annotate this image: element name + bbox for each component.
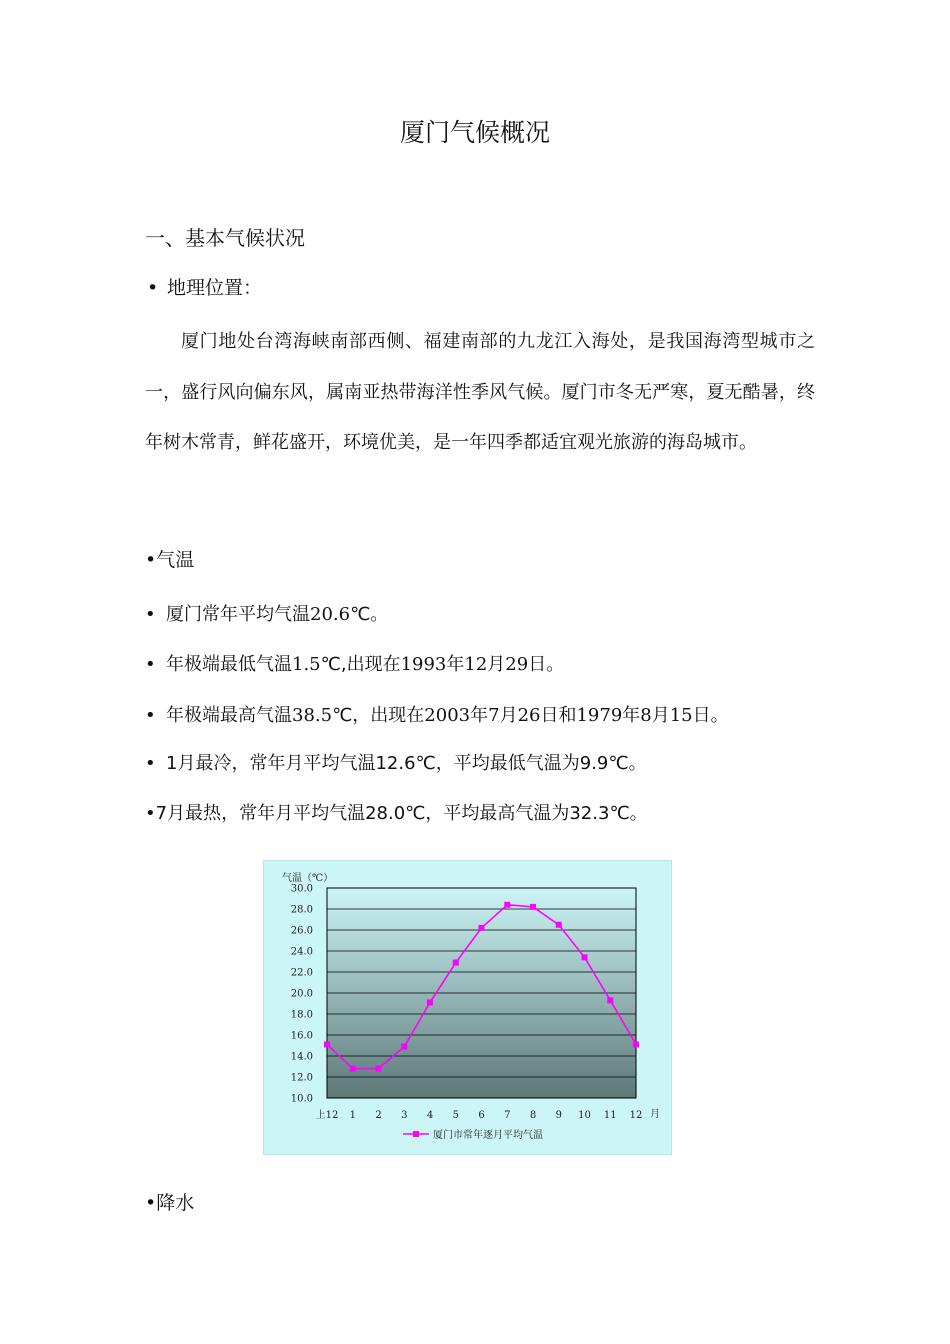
temp-item-text: 日和 xyxy=(540,705,577,726)
bullet: • xyxy=(147,277,159,299)
chart-svg xyxy=(264,861,671,1154)
temp-item-number: 26 xyxy=(517,705,541,726)
temp-item-text: ℃,出现在 xyxy=(320,654,401,675)
temp-item-text: 日。 xyxy=(692,705,729,726)
temp-item-number: 38.5 xyxy=(292,705,333,726)
temp-item-number: 1993 xyxy=(400,654,447,675)
temp-item xyxy=(145,600,388,626)
data-point xyxy=(633,1041,639,1047)
temp-item-number: 2003 xyxy=(424,705,471,726)
bullet: • xyxy=(145,753,156,774)
data-point xyxy=(427,999,433,1005)
temp-item-text: ℃，出现在 xyxy=(332,705,425,726)
temp-item-text: 年极端最高气温 xyxy=(166,705,292,726)
data-point xyxy=(401,1044,407,1050)
temp-item-text: 1月最冷，常年月平均气温12.6℃，平均最低气温为9.9℃。 xyxy=(166,753,647,774)
geo-heading xyxy=(147,273,262,300)
bullet: • xyxy=(145,654,156,675)
legend xyxy=(403,1128,543,1141)
data-point xyxy=(350,1066,356,1072)
data-point xyxy=(324,1041,330,1047)
x-tick-label: 12 xyxy=(629,1110,643,1121)
temp-item-number: 12 xyxy=(464,654,488,675)
x-tick-label: 8 xyxy=(529,1110,537,1121)
y-tick-label: 24.0 xyxy=(290,946,313,958)
x-tick-label: 7 xyxy=(504,1110,511,1121)
temp-item-number: 1979 xyxy=(576,705,623,726)
y-tick-label: 12.0 xyxy=(290,1072,313,1084)
y-tick-label: 26.0 xyxy=(290,925,313,937)
temp-heading: •气温 xyxy=(145,549,195,571)
x-tick-label: 9 xyxy=(555,1110,562,1121)
temp-item-text: 月 xyxy=(499,705,518,726)
temp-item-text: ℃。 xyxy=(350,604,389,625)
x-tick-label: 10 xyxy=(578,1110,591,1121)
temp-item-text: 年极端最低气温 xyxy=(166,654,292,675)
data-point xyxy=(607,997,613,1003)
x-tick-label: 2 xyxy=(375,1110,382,1121)
temp-item-number: 15 xyxy=(669,705,693,726)
x-tick-label: 5 xyxy=(452,1110,459,1121)
data-point xyxy=(582,954,588,960)
x-tick-label: 6 xyxy=(478,1110,485,1121)
temp-item-text: 年 xyxy=(622,705,641,726)
legend-label: 厦门市常年逐月平均气温 xyxy=(433,1130,543,1141)
temp-item-number: 8 xyxy=(640,705,652,726)
temp-item-number: 7 xyxy=(488,705,500,726)
data-point xyxy=(530,904,536,910)
y-axis-label: 气温（℃） xyxy=(282,873,334,884)
temp-item xyxy=(145,701,729,727)
data-point xyxy=(479,925,485,931)
y-tick-label: 14.0 xyxy=(290,1051,313,1063)
temp-item-text: 月 xyxy=(651,705,670,726)
geo-heading-label: 地理位置： xyxy=(167,277,263,299)
data-point xyxy=(376,1066,382,1072)
bullet: • xyxy=(145,604,156,625)
temp-item-number: 20.6 xyxy=(310,604,351,625)
x-axis-label: 月 xyxy=(650,1109,660,1120)
temp-item-text: 年 xyxy=(470,705,489,726)
x-tick-label: 上12 xyxy=(315,1110,339,1121)
rain-heading: •降水 xyxy=(145,1192,195,1214)
temp-item-text: 厦门常年平均气温 xyxy=(166,604,310,625)
geo-paragraph: 厦门地处台湾海峡南部西侧、福建南部的九龙江入海处，是我国海湾型城市之一，盛行风向偏东风，属南亚热带海洋性季风气候。厦门市冬无严寒，夏无酷暑，终年树木常青，鲜花盛开，环境优美，是一年四季都适宜观光旅游的海岛城市。 xyxy=(145,331,815,453)
x-tick-label: 1 xyxy=(349,1110,356,1121)
data-point xyxy=(504,902,510,908)
y-tick-label: 18.0 xyxy=(290,1009,313,1021)
temp-item-text: 月 xyxy=(487,654,506,675)
temp-item xyxy=(145,749,647,775)
bullet: • xyxy=(145,705,156,726)
temp-item-number: 29 xyxy=(505,654,529,675)
data-point xyxy=(556,922,562,928)
temp-item-text: 年 xyxy=(446,654,465,675)
temperature-chart xyxy=(263,860,672,1155)
y-tick-label: 22.0 xyxy=(290,967,313,979)
temp-item-number: 1.5 xyxy=(292,654,321,675)
x-tick-label: 4 xyxy=(426,1110,434,1121)
section-heading: 一、基本气候状况 xyxy=(145,226,305,250)
temp-item-text: 日。 xyxy=(528,654,565,675)
legend-marker xyxy=(413,1131,419,1137)
y-tick-label: 10.0 xyxy=(290,1093,313,1105)
page-title: 厦门气候概况 xyxy=(399,118,550,147)
x-tick-label: 11 xyxy=(603,1110,617,1121)
y-tick-label: 20.0 xyxy=(290,988,313,1000)
x-tick-label: 3 xyxy=(401,1110,408,1121)
y-tick-label: 28.0 xyxy=(290,904,313,916)
data-point xyxy=(453,960,459,966)
y-tick-label: 16.0 xyxy=(290,1030,313,1042)
temp-item xyxy=(145,650,564,676)
y-tick-label: 30.0 xyxy=(290,883,313,895)
temp-item-last: •7月最热，常年月平均气温28.0℃，平均最高气温为32.3℃。 xyxy=(145,803,648,824)
